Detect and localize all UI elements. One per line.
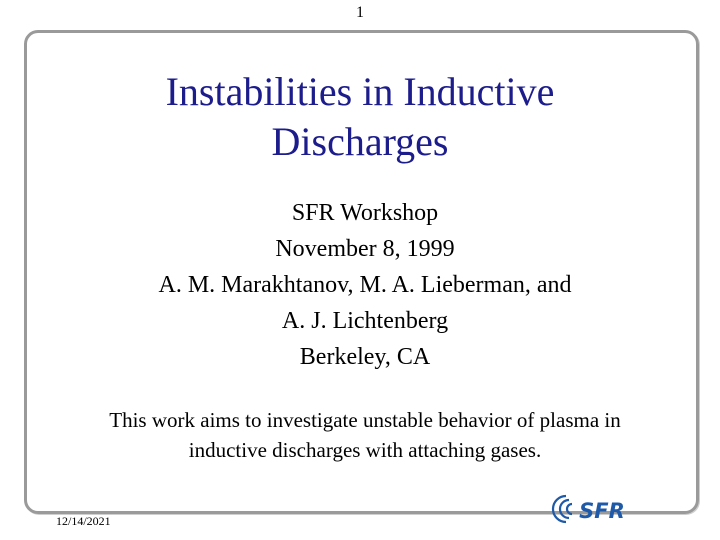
abstract-line-2: inductive discharges with attaching gases. <box>188 438 542 462</box>
slide-title <box>0 67 720 167</box>
event-name: SFR Workshop <box>291 200 439 226</box>
authors-line-2: A. J. Lichtenberg <box>281 308 449 334</box>
title-line-1: Instabilities in Inductive <box>165 69 555 114</box>
footer-date: 12/14/2021 <box>56 514 111 528</box>
logo-text: SFR <box>579 499 625 523</box>
page-number: 1 <box>356 4 364 21</box>
presentation-info <box>0 195 720 375</box>
authors-line-1: A. M. Marakhtanov, M. A. Lieberman, and <box>158 272 572 298</box>
sfr-logo-icon <box>550 490 636 528</box>
location: Berkeley, CA <box>299 344 431 370</box>
title-line-2: Discharges <box>271 119 449 164</box>
abstract <box>0 405 720 465</box>
abstract-line-1: This work aims to investigate unstable behavior of plasma in <box>109 408 621 432</box>
event-date: November 8, 1999 <box>275 236 455 262</box>
